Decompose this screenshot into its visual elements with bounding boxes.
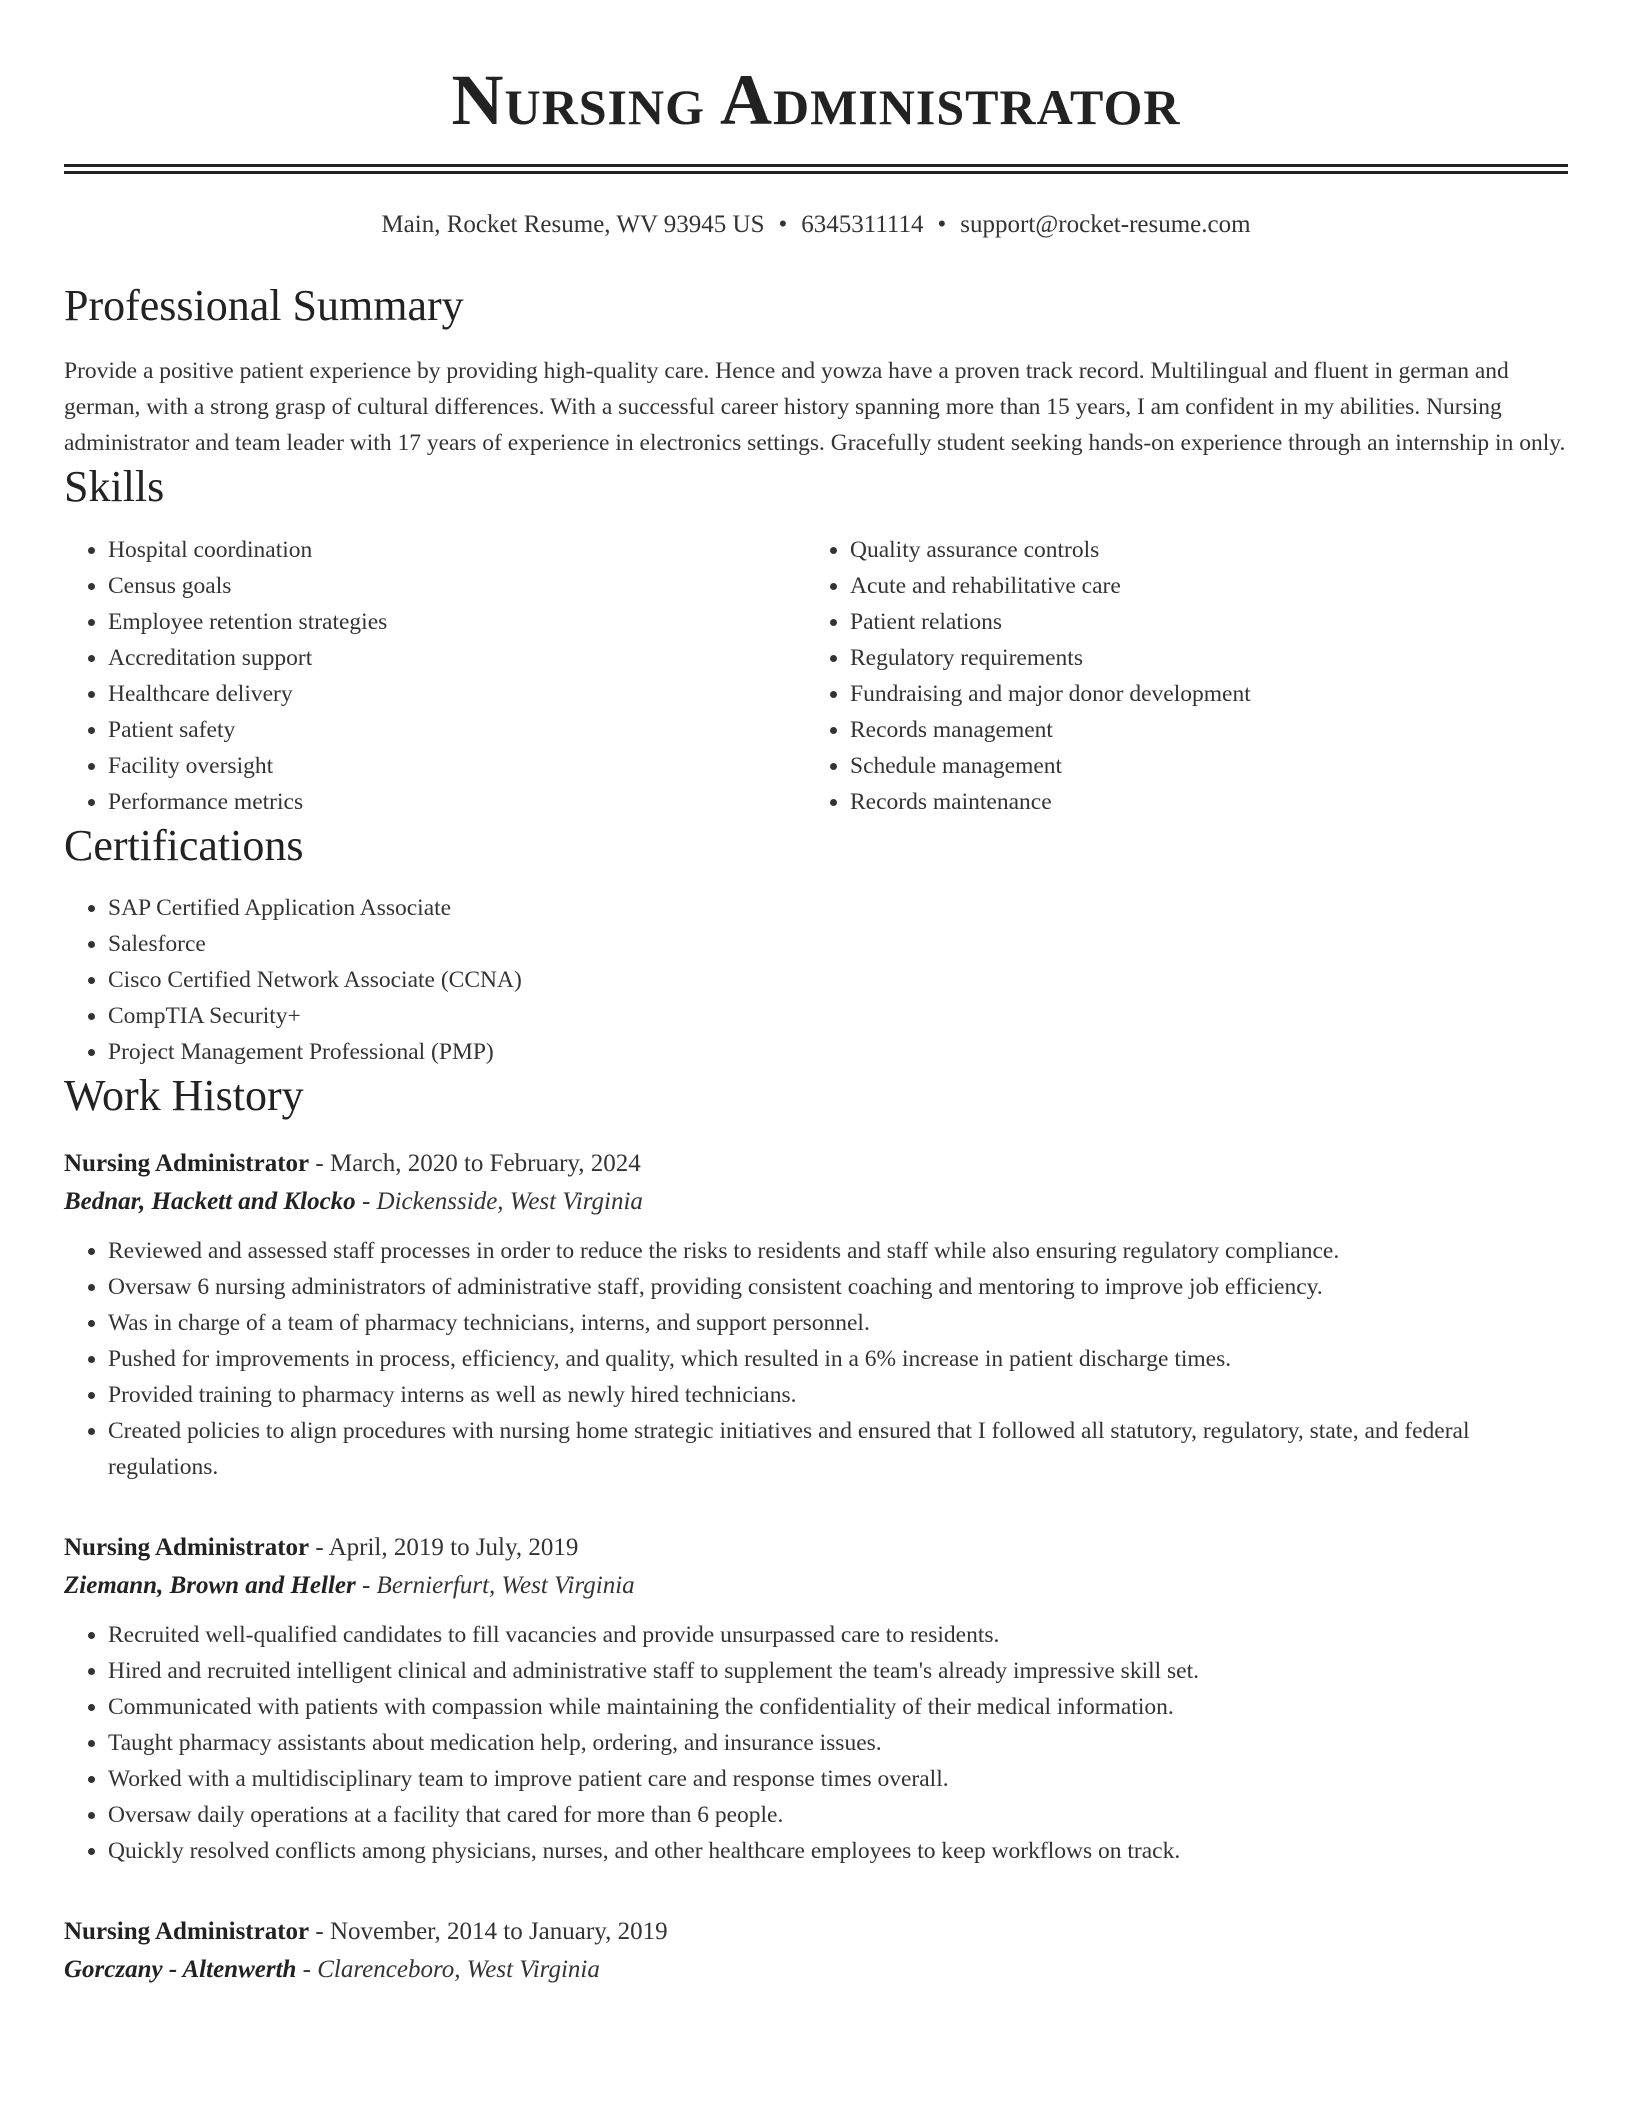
job-dates: - April, 2019 to July, 2019 [309,1534,579,1562]
contact-email[interactable]: support@rocket-resume.com [960,211,1251,238]
skill-item: • Patient relations [850,604,1548,640]
job-entry [64,1145,1568,1485]
job-responsibilities [64,1617,1568,1869]
job-title: Nursing Administrator [64,1150,310,1178]
certification-item: • Project Management Professional (PMP) [108,1034,1568,1070]
skill-item: • Hospital coordination [108,532,806,568]
responsibility-item: • Quickly resolved conflicts among physicians, nurses, and other healthcare employees to keep workflows on track. [108,1833,1568,1869]
certifications-heading: Certifications [64,820,304,870]
skill-item: • Accreditation support [108,640,806,676]
job-company: Bednar, Hackett and Klocko [64,1188,356,1216]
responsibility-item: • Hired and recruited intelligent clinical and administrative staff to supplement the team's already impressive skill set. [108,1653,1568,1689]
job-company: Gorczany - Altenwerth [64,1956,297,1984]
job-entry [64,1913,1568,1989]
job-location: - Clarenceboro, West Virginia [296,1956,600,1984]
job-location: - Dickensside, West Virginia [355,1188,643,1216]
skill-item: • Census goals [108,568,806,604]
skills-list-right [806,532,1548,820]
responsibility-item: • Worked with a multidisciplinary team to improve patient care and response times overall. [108,1761,1568,1797]
job-company: Ziemann, Brown and Heller [64,1572,356,1600]
job-entry [64,1529,1568,1869]
work-history-heading: Work History [64,1071,304,1121]
responsibility-item: • Oversaw 6 nursing administrators of administrative staff, providing consistent coaching and mentoring to improve job efficiency. [108,1269,1568,1305]
job-location: - Bernierfurt, West Virginia [355,1572,635,1600]
skill-item: • Acute and rehabilitative care [850,568,1548,604]
skill-item: • Healthcare delivery [108,676,806,712]
resume-title: Nursing Administrator [451,60,1181,140]
skill-item: • Facility oversight [108,748,806,784]
job-company-line [64,1567,1568,1605]
job-title-line [64,1529,1568,1567]
responsibility-item: • Reviewed and assessed staff processes in order to reduce the risks to residents and staff while also ensuring regulatory compliance. [108,1233,1568,1269]
responsibility-item: • Communicated with patients with compassion while maintaining the confidentiality of their medical information. [108,1689,1568,1725]
job-title-line [64,1145,1568,1183]
skills-column-right [806,532,1548,820]
certifications-list [64,890,1568,1070]
responsibility-item: • Taught pharmacy assistants about medication help, ordering, and insurance issues. [108,1725,1568,1761]
job-dates: - March, 2020 to February, 2024 [309,1150,641,1178]
skills-column-left [64,532,806,820]
skill-item: • Performance metrics [108,784,806,820]
job-title: Nursing Administrator [64,1918,310,1946]
contact-separator: • [937,211,947,238]
skill-item: • Records management [850,712,1548,748]
resume-page [64,0,1568,1989]
summary-text: Provide a positive patient experience by providing high-quality care. Hence and yowza have a proven track record. Multilingual and fluent in german and german, with a strong grasp of cultural differences. With a successful career history spanning more than 15 years, I am confident in my abilities. Nursing administrator and team leader with 17 years of experience in electronics settings. Gracefully student seeking hands-on experience through an internship in only. [64,357,1566,456]
contact-address: Main, Rocket Resume, WV 93945 US [381,211,765,238]
skills-list-left [64,532,806,820]
job-title: Nursing Administrator [64,1534,310,1562]
summary-heading: Professional Summary [64,281,464,330]
responsibility-item: • Pushed for improvements in process, efficiency, and quality, which resulted in a 6% increase in patient discharge times. [108,1341,1568,1377]
skill-item: • Records maintenance [850,784,1548,820]
certification-item: • CompTIA Security+ [108,998,1568,1034]
skills-grid [64,532,1568,820]
skill-item: • Regulatory requirements [850,640,1548,676]
certification-item: • SAP Certified Application Associate [108,890,1568,926]
contact-line [64,210,1568,240]
job-responsibilities [64,1233,1568,1485]
skill-item: • Employee retention strategies [108,604,806,640]
responsibility-item: • Oversaw daily operations at a facility that cared for more than 6 people. [108,1797,1568,1833]
responsibility-item: • Recruited well-qualified candidates to fill vacancies and provide unsurpassed care to residents. [108,1617,1568,1653]
job-company-line [64,1951,1568,1989]
job-company-line [64,1183,1568,1221]
job-dates: - November, 2014 to January, 2019 [309,1918,668,1946]
contact-separator: • [778,211,788,238]
job-title-line [64,1913,1568,1951]
responsibility-item: • Created policies to align procedures with nursing home strategic initiatives and ensured that I followed all statutory, regulatory, state, and federal regulations. [108,1413,1568,1485]
work-history-list [64,1145,1568,1989]
skill-item: • Schedule management [850,748,1548,784]
contact-phone[interactable]: 6345311114 [801,211,924,238]
certification-item: • Cisco Certified Network Associate (CCNA) [108,962,1568,998]
skill-item: • Fundraising and major donor development [850,676,1548,712]
certification-item: • Salesforce [108,926,1568,962]
skills-heading: Skills [64,461,165,511]
skill-item: • Quality assurance controls [850,532,1548,568]
title-divider [64,164,1568,174]
responsibility-item: • Was in charge of a team of pharmacy technicians, interns, and support personnel. [108,1305,1568,1341]
responsibility-item: • Provided training to pharmacy interns as well as newly hired technicians. [108,1377,1568,1413]
skill-item: • Patient safety [108,712,806,748]
